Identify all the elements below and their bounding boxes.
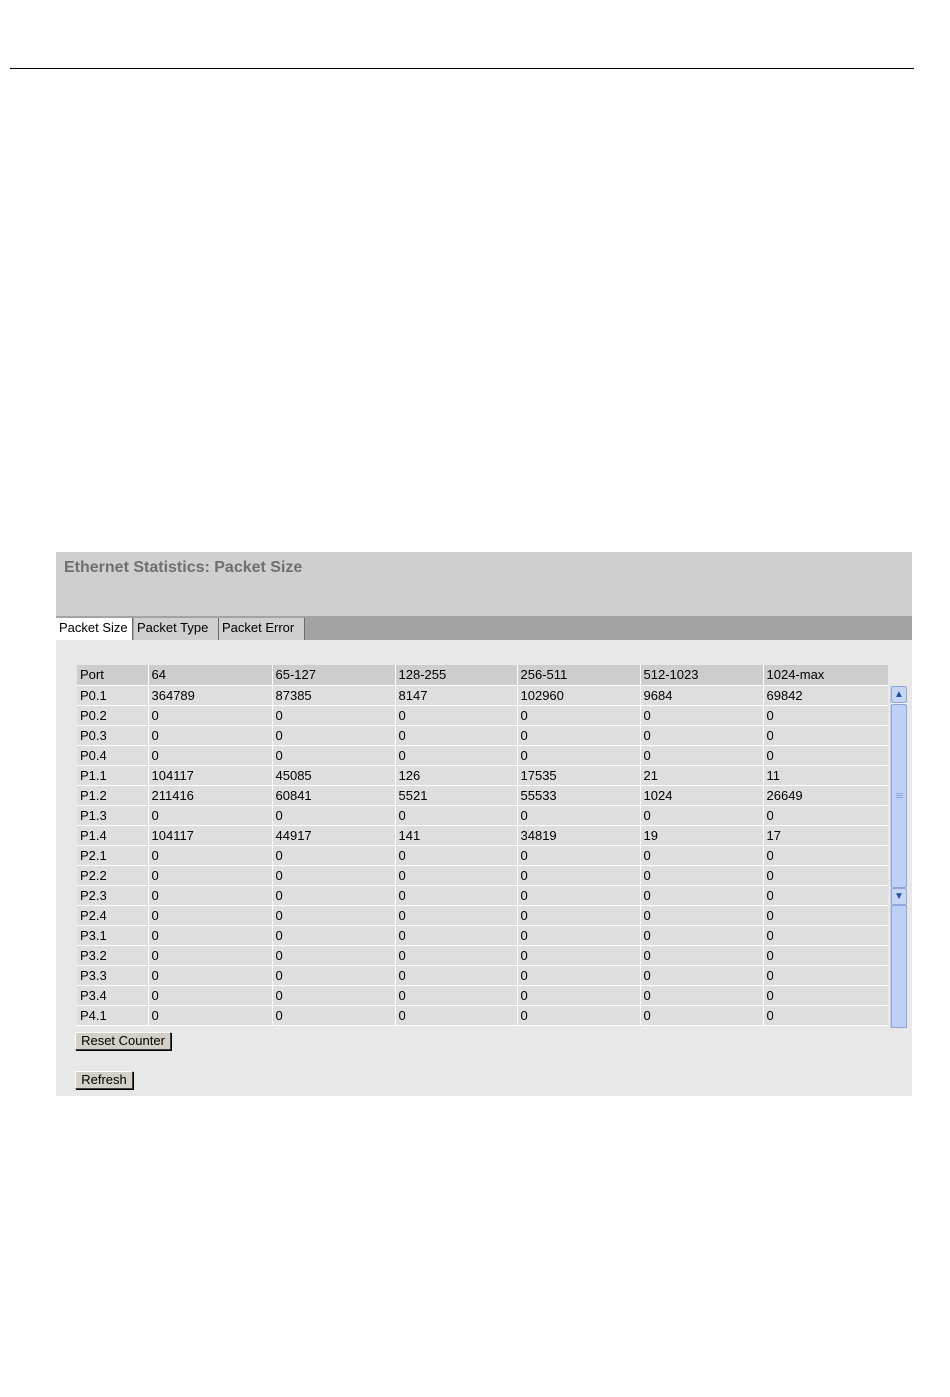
tab-packet-type[interactable]: Packet Type [134,618,219,640]
column-header-port: Port [77,665,148,685]
counter-cell: 5521 [395,785,517,805]
grip-icon [896,793,903,794]
counter-cell: 0 [763,885,888,905]
chevron-down-icon: ▼ [894,891,904,902]
counter-cell: 0 [517,865,640,885]
counter-cell: 0 [272,885,395,905]
tab-packet-size[interactable]: Packet Size [56,618,133,640]
port-cell: P0.1 [77,685,148,705]
counter-cell: 0 [395,905,517,925]
counter-cell: 0 [517,965,640,985]
port-cell: P1.4 [77,825,148,845]
counter-cell: 0 [395,925,517,945]
counter-cell: 141 [395,825,517,845]
port-cell: P3.4 [77,985,148,1005]
counter-cell: 0 [763,705,888,725]
counter-cell: 0 [148,725,272,745]
counter-cell: 0 [148,865,272,885]
scroll-track-lower[interactable] [891,905,907,1028]
counter-cell: 0 [272,925,395,945]
ethernet-statistics-panel [56,552,912,1096]
counter-cell: 0 [640,745,763,765]
table-row [77,965,888,985]
counter-cell: 0 [395,745,517,765]
top-divider-line [10,68,914,69]
counter-cell: 87385 [272,685,395,705]
counter-cell: 0 [272,865,395,885]
port-cell: P0.2 [77,705,148,725]
port-cell: P0.4 [77,745,148,765]
stats-table-viewport [77,665,888,1028]
tab-bar [56,616,912,640]
chevron-up-icon: ▲ [894,689,904,700]
port-cell: P1.3 [77,805,148,825]
port-cell: P2.2 [77,865,148,885]
counter-cell: 126 [395,765,517,785]
port-cell: P1.1 [77,765,148,785]
counter-cell: 364789 [148,685,272,705]
counter-cell: 1024 [640,785,763,805]
counter-cell: 0 [272,705,395,725]
counter-cell: 104117 [148,765,272,785]
counter-cell: 0 [148,1005,272,1025]
counter-cell: 0 [148,845,272,865]
counter-cell: 102960 [517,685,640,705]
column-header-65-127: 65-127 [272,665,395,685]
counter-cell: 0 [272,845,395,865]
counter-cell: 0 [272,905,395,925]
counter-cell: 0 [763,745,888,765]
counter-cell: 0 [517,725,640,745]
counter-cell: 0 [272,725,395,745]
counter-cell: 0 [148,805,272,825]
table-row [77,825,888,845]
counter-cell: 0 [517,805,640,825]
table-row [77,705,888,725]
scroll-up-button[interactable] [891,686,907,703]
counter-cell: 0 [763,925,888,945]
table-row [77,845,888,865]
counter-cell: 55533 [517,785,640,805]
counter-cell: 0 [763,945,888,965]
counter-cell: 0 [640,1005,763,1025]
counter-cell: 0 [640,905,763,925]
counter-cell: 0 [640,705,763,725]
counter-cell: 0 [763,985,888,1005]
counter-cell: 0 [640,725,763,745]
port-cell: P2.3 [77,885,148,905]
counter-cell: 0 [640,845,763,865]
column-header-512-1023: 512-1023 [640,665,763,685]
counter-cell: 34819 [517,825,640,845]
counter-cell: 26649 [763,785,888,805]
counter-cell: 17535 [517,765,640,785]
counter-cell: 0 [272,745,395,765]
table-body [77,685,888,1025]
counter-cell: 0 [517,945,640,965]
counter-cell: 0 [395,725,517,745]
packet-size-table [77,665,888,1026]
counter-cell: 69842 [763,685,888,705]
counter-cell: 0 [640,925,763,945]
column-header-1024-max: 1024-max [763,665,888,685]
counter-cell: 19 [640,825,763,845]
tab-packet-error[interactable]: Packet Error [219,618,305,640]
counter-cell: 17 [763,825,888,845]
counter-cell: 0 [395,805,517,825]
table-row [77,1005,888,1025]
column-header-128-255: 128-255 [395,665,517,685]
counter-cell: 0 [395,865,517,885]
table-header-row [77,665,888,685]
counter-cell: 104117 [148,825,272,845]
counter-cell: 11 [763,765,888,785]
counter-cell: 0 [272,945,395,965]
counter-cell: 0 [517,885,640,905]
counter-cell: 0 [517,1005,640,1025]
port-cell: P2.4 [77,905,148,925]
counter-cell: 0 [517,985,640,1005]
counter-cell: 0 [517,845,640,865]
counter-cell: 0 [148,905,272,925]
counter-cell: 0 [272,1005,395,1025]
counter-cell: 0 [517,905,640,925]
counter-cell: 0 [763,865,888,885]
counter-cell: 0 [763,845,888,865]
panel-header [56,552,912,616]
counter-cell: 0 [395,845,517,865]
page-title: Ethernet Statistics: Packet Size [64,559,303,576]
counter-cell: 0 [395,885,517,905]
counter-cell: 0 [517,745,640,765]
table-row [77,765,888,785]
table-row [77,865,888,885]
counter-cell: 0 [148,745,272,765]
table-row [77,925,888,945]
port-cell: P1.2 [77,785,148,805]
scroll-thumb[interactable] [891,704,907,888]
table-row [77,785,888,805]
table-row [77,945,888,965]
counter-cell: 0 [148,945,272,965]
table-scrollbar[interactable] [890,686,907,1028]
counter-cell: 211416 [148,785,272,805]
port-cell: P0.3 [77,725,148,745]
counter-cell: 0 [395,1005,517,1025]
counter-cell: 0 [272,805,395,825]
counter-cell: 0 [148,885,272,905]
counter-cell: 21 [640,765,763,785]
port-cell: P4.1 [77,1005,148,1025]
counter-cell: 0 [763,905,888,925]
counter-cell: 0 [517,925,640,945]
counter-cell: 0 [272,965,395,985]
port-cell: P3.2 [77,945,148,965]
table-row [77,985,888,1005]
column-header-64: 64 [148,665,272,685]
counter-cell: 0 [517,705,640,725]
counter-cell: 0 [763,805,888,825]
counter-cell: 0 [148,705,272,725]
table-row [77,885,888,905]
counter-cell: 0 [640,945,763,965]
counter-cell: 0 [148,985,272,1005]
counter-cell: 0 [395,705,517,725]
table-row [77,905,888,925]
counter-cell: 8147 [395,685,517,705]
table-row [77,725,888,745]
column-header-256-511: 256-511 [517,665,640,685]
port-cell: P2.1 [77,845,148,865]
port-cell: P3.1 [77,925,148,945]
counter-cell: 0 [640,805,763,825]
counter-cell: 0 [148,965,272,985]
counter-cell: 0 [272,985,395,1005]
counter-cell: 45085 [272,765,395,785]
counter-cell: 0 [763,1005,888,1025]
refresh-button[interactable]: Refresh [75,1071,133,1089]
counter-cell: 0 [148,925,272,945]
table-row [77,685,888,705]
counter-cell: 0 [763,965,888,985]
counter-cell: 0 [640,985,763,1005]
counter-cell: 9684 [640,685,763,705]
reset-counter-button[interactable]: Reset Counter [75,1032,171,1050]
counter-cell: 0 [395,945,517,965]
counter-cell: 0 [763,725,888,745]
table-row [77,745,888,765]
counter-cell: 44917 [272,825,395,845]
port-cell: P3.3 [77,965,148,985]
counter-cell: 0 [640,885,763,905]
counter-cell: 0 [640,865,763,885]
scroll-down-button[interactable] [891,888,907,905]
counter-cell: 0 [395,985,517,1005]
counter-cell: 0 [395,965,517,985]
counter-cell: 60841 [272,785,395,805]
table-row [77,805,888,825]
counter-cell: 0 [640,965,763,985]
